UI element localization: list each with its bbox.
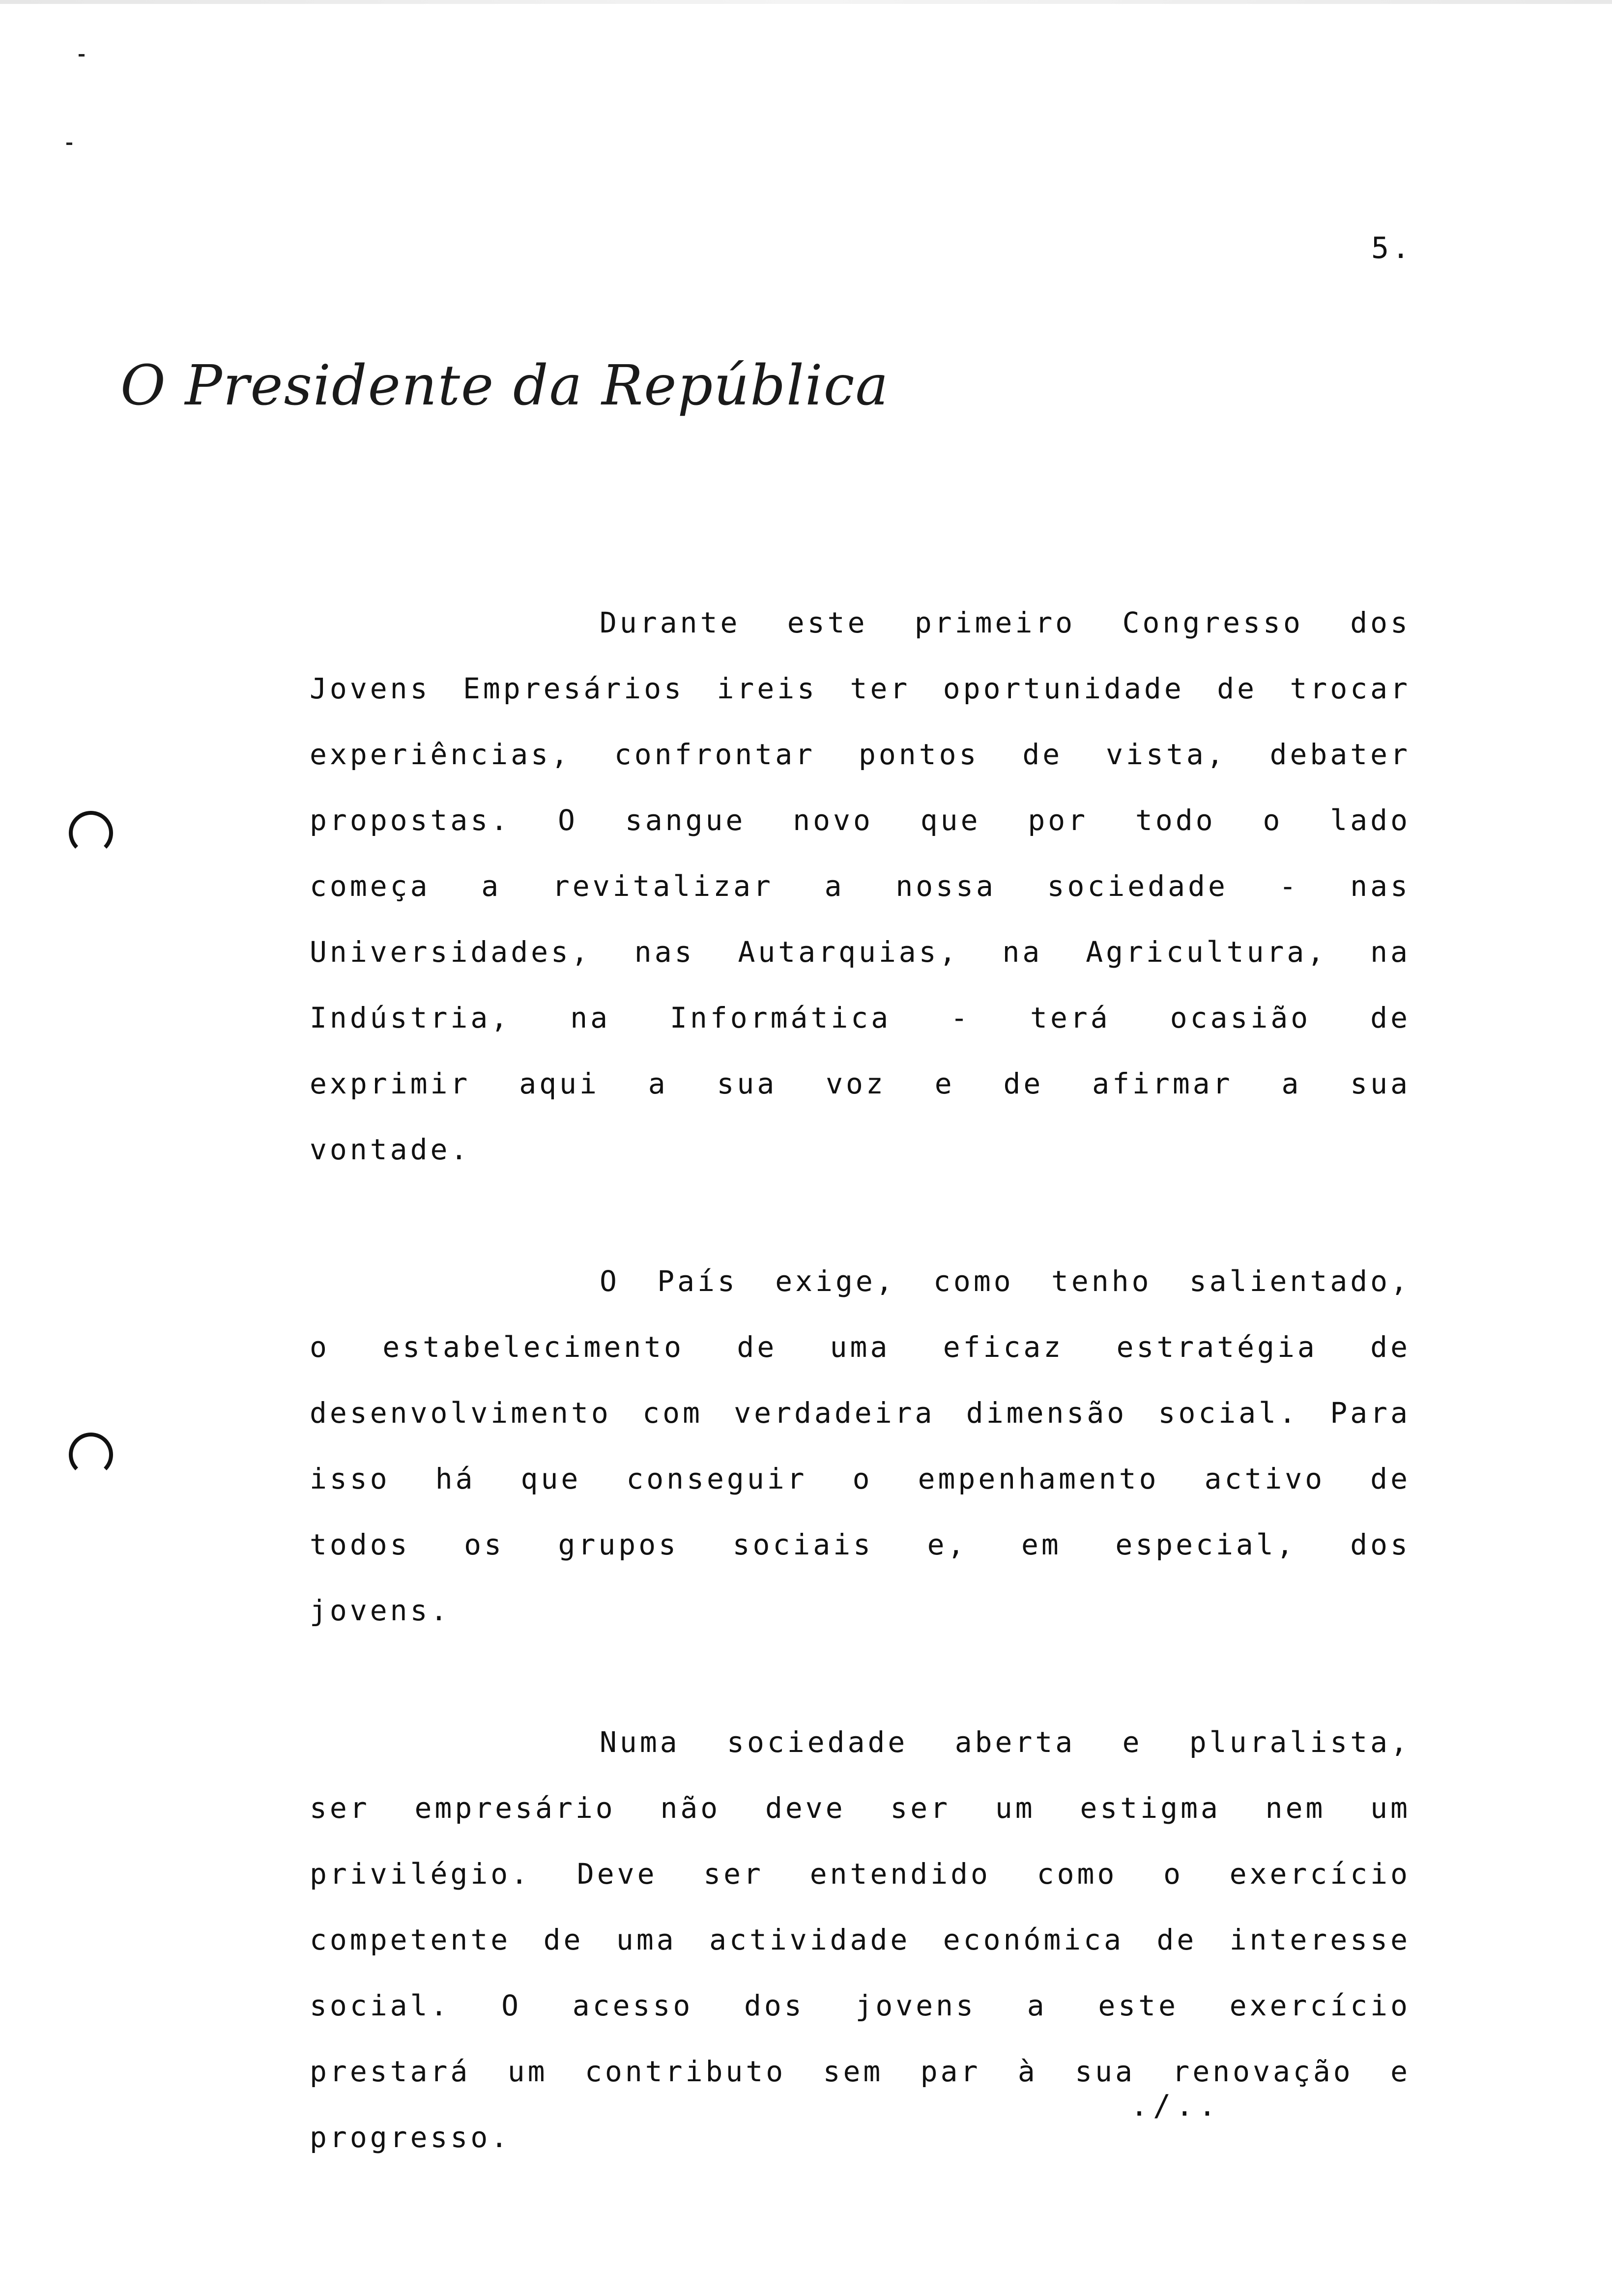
document-body [310,590,1410,2236]
paragraph-1: Durante este primeiro Congresso dos Jovens Empresários ireis ter oportunidade de trocar experiências, confrontar pontos de vista, debater propostas. O sangue novo que por todo o lado começa a revitalizar a nossa sociedade - nas Universidades, nas Autarquias, na Agricultura, na Indústria, na Informática - terá ocasião de exprimir aqui a sua voz e de afirmar a sua vontade. [310,606,1410,1166]
punch-hole-icon [69,811,113,855]
letterhead-title: O Presidente da República [120,354,890,418]
punch-hole-icon [69,1433,113,1477]
paragraph-2: O País exige, como tenho salientado, o estabelecimento de uma eficaz estratégia de desenvolvimento com verdadeira dimensão social. Para isso há que conseguir o empenhamento activo de todos os grupos sociais e, em especial, dos jovens. [310,1264,1410,1627]
margin-mark [66,143,72,145]
continuation-mark: ./.. [1130,2089,1221,2123]
paragraph-3: Numa sociedade aberta e pluralista, ser empresário não deve ser um estigma nem um privilégio. Deve ser entendido como o exercício competente de uma actividade económica de interesse social. O acesso dos jovens a este exercício prestará um contributo sem par à sua renovação e progresso. [310,1725,1410,2154]
scan-edge [0,0,1612,4]
margin-mark [79,54,85,57]
page-number: 5. [1371,231,1413,265]
